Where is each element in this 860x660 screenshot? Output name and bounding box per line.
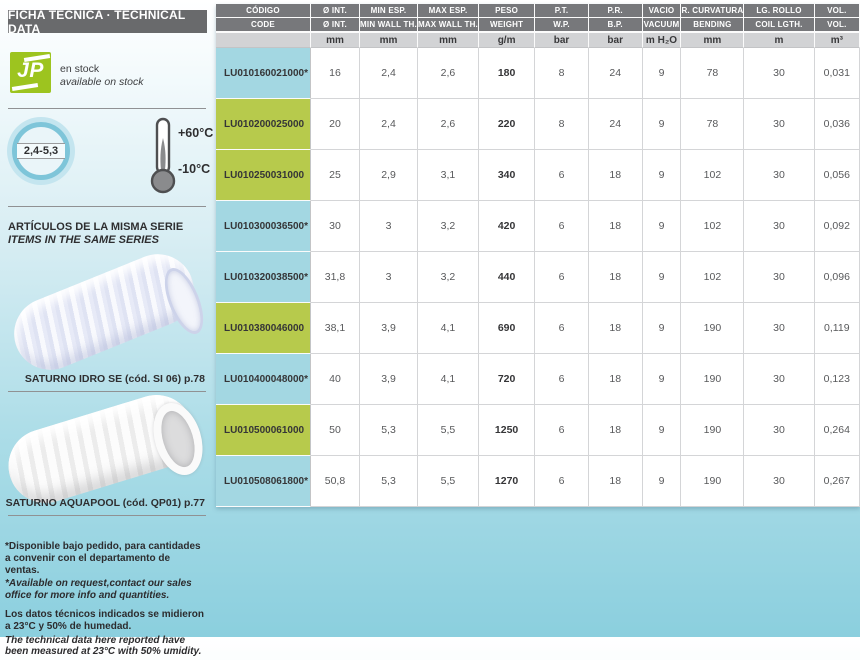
divider (8, 391, 206, 392)
value-cell: 18 (589, 456, 643, 507)
value-cell: 6 (535, 456, 589, 507)
column-unit: m (744, 32, 814, 48)
page-title: FICHA TÈCNICA · TECHNICAL DATA (8, 10, 207, 33)
jp-logo-bar (12, 83, 38, 91)
table-row (216, 252, 860, 303)
related-product-caption: SATURNO AQUAPOOL (cód. QP01) p.77 (5, 497, 205, 509)
value-cell: 30 (744, 252, 814, 303)
value-cell: 6 (535, 303, 589, 354)
value-cell: 3,2 (418, 201, 479, 252)
column-header-es: LG. ROLLO (744, 4, 814, 18)
value-cell: 3,2 (418, 252, 479, 303)
product-code-cell: LU010200025000 (216, 99, 311, 150)
value-cell: 0,096 (815, 252, 860, 303)
value-cell: 18 (589, 201, 643, 252)
column-unit: m H₂O (643, 32, 682, 48)
value-cell: 4,1 (418, 303, 479, 354)
value-cell: 30 (744, 456, 814, 507)
column-unit: bar (535, 32, 589, 48)
value-cell: 50,8 (311, 456, 360, 507)
column-header-en: MAX WALL TH. (418, 18, 479, 32)
product-code-cell: LU010380046000 (216, 303, 311, 354)
column-header-en: MIN WALL TH. (360, 18, 418, 32)
value-cell: 30 (744, 405, 814, 456)
product-code-cell: LU010250031000 (216, 150, 311, 201)
divider (8, 108, 206, 109)
column-header-es: P.R. (589, 4, 643, 18)
value-cell: 50 (311, 405, 360, 456)
value-cell: 9 (643, 48, 682, 99)
value-cell: 38,1 (311, 303, 360, 354)
sidebar (0, 0, 214, 658)
value-cell: 2,6 (418, 99, 479, 150)
value-cell: 9 (643, 456, 682, 507)
value-cell: 3,9 (360, 303, 418, 354)
value-cell: 31,8 (311, 252, 360, 303)
value-cell: 1270 (479, 456, 535, 507)
footnote-es: *Disponible bajo pedido, para cantidades a convenir con el departamento de ventas. (5, 541, 201, 576)
value-cell: 9 (643, 303, 682, 354)
value-cell: 180 (479, 48, 535, 99)
value-cell: 9 (643, 354, 682, 405)
value-cell: 3 (360, 252, 418, 303)
value-cell: 0,119 (815, 303, 860, 354)
value-cell: 30 (744, 303, 814, 354)
value-cell: 340 (479, 150, 535, 201)
value-cell: 3,1 (418, 150, 479, 201)
technical-data-table (216, 4, 860, 507)
value-cell: 18 (589, 252, 643, 303)
value-cell: 0,092 (815, 201, 860, 252)
value-cell: 3,9 (360, 354, 418, 405)
value-cell: 18 (589, 150, 643, 201)
value-cell: 5,3 (360, 405, 418, 456)
value-cell: 1250 (479, 405, 535, 456)
value-cell: 24 (589, 99, 643, 150)
footnote-en: The technical data here reported have been measured at 23°C with 50% umidity. (5, 634, 202, 658)
column-unit: mm (418, 32, 479, 48)
column-header-en: BENDING (681, 18, 744, 32)
series-title-es: ARTÍCULOS DE LA MISMA SERIE (8, 221, 184, 233)
value-cell: 5,5 (418, 456, 479, 507)
column-header-es: VACIO (643, 4, 682, 18)
value-cell: 190 (681, 354, 744, 405)
value-cell: 2,9 (360, 150, 418, 201)
value-cell: 6 (535, 252, 589, 303)
column-header-en: Ø INT. (311, 18, 360, 32)
column-header-en: VACUUM (643, 18, 682, 32)
value-cell: 5,5 (418, 405, 479, 456)
value-cell: 9 (643, 150, 682, 201)
value-cell: 0,267 (815, 456, 860, 507)
value-cell: 440 (479, 252, 535, 303)
value-cell: 2,6 (418, 48, 479, 99)
stock-label-es: en stock (60, 63, 100, 75)
column-header-es: CÓDIGO (216, 4, 311, 18)
value-cell: 30 (744, 48, 814, 99)
value-cell: 24 (589, 48, 643, 99)
value-cell: 30 (744, 150, 814, 201)
table-row (216, 456, 860, 507)
value-cell: 0,056 (815, 150, 860, 201)
value-cell: 2,4 (360, 48, 418, 99)
column-unit: mm (360, 32, 418, 48)
value-cell: 16 (311, 48, 360, 99)
column-header-en: CODE (216, 18, 311, 32)
table-row (216, 303, 860, 354)
stock-availability (60, 63, 143, 88)
value-cell: 18 (589, 354, 643, 405)
column-header-en: B.P. (589, 18, 643, 32)
series-section-title (8, 221, 183, 248)
divider (8, 515, 206, 516)
jp-stock-logo (10, 52, 51, 93)
product-code-cell: LU010500061000 (216, 405, 311, 456)
min-temperature: -10°C (178, 162, 211, 176)
column-header-es: Ø INT. (311, 4, 360, 18)
column-unit: mm (681, 32, 744, 48)
table-row (216, 354, 860, 405)
jp-logo-text: JP (17, 59, 44, 82)
value-cell: 6 (535, 150, 589, 201)
column-unit: m³ (815, 32, 860, 48)
value-cell: 18 (589, 405, 643, 456)
thermometer-icon (150, 116, 176, 196)
column-unit: mm (311, 32, 360, 48)
column-header-en: VOL. (815, 18, 860, 32)
value-cell: 8 (535, 99, 589, 150)
stock-label-en: available on stock (60, 75, 144, 88)
value-cell: 2,4 (360, 99, 418, 150)
value-cell: 190 (681, 303, 744, 354)
value-cell: 0,036 (815, 99, 860, 150)
column-header-es: R. CURVATURA (681, 4, 744, 18)
product-code-cell: LU010400048000* (216, 354, 311, 405)
column-header-es: MAX ESP. (418, 4, 479, 18)
column-header-en: WEIGHT (479, 18, 535, 32)
value-cell: 220 (479, 99, 535, 150)
value-cell: 30 (744, 201, 814, 252)
column-header-en: W.P. (535, 18, 589, 32)
value-cell: 5,3 (360, 456, 418, 507)
value-cell: 0,264 (815, 405, 860, 456)
value-cell: 3 (360, 201, 418, 252)
table-row (216, 150, 860, 201)
value-cell: 420 (479, 201, 535, 252)
product-code-cell: LU010300036500* (216, 201, 311, 252)
value-cell: 102 (681, 150, 744, 201)
value-cell: 4,1 (418, 354, 479, 405)
value-cell: 25 (311, 150, 360, 201)
product-code-cell: LU010508061800* (216, 456, 311, 507)
hose-image-saturno-aquapool (4, 394, 209, 498)
footnote-en: *Available on request,contact our sales office for more info and quantities. (5, 578, 192, 602)
value-cell: 30 (744, 99, 814, 150)
value-cell: 6 (535, 405, 589, 456)
value-cell: 20 (311, 99, 360, 150)
value-cell: 40 (311, 354, 360, 405)
table-row (216, 99, 860, 150)
column-unit (216, 32, 311, 48)
value-cell: 30 (311, 201, 360, 252)
diameter-range-value: 2,4-5,3 (17, 143, 65, 159)
table-row (216, 201, 860, 252)
column-header-es: MIN ESP. (360, 4, 418, 18)
max-temperature: +60°C (178, 126, 214, 140)
value-cell: 0,123 (815, 354, 860, 405)
value-cell: 190 (681, 405, 744, 456)
related-product-caption: SATURNO IDRO SE (cód. SI 06) p.78 (24, 373, 205, 385)
footnote-es: Los datos técnicos indicados se midieron a 23°C y 50% de humedad. (5, 608, 204, 632)
value-cell: 9 (643, 201, 682, 252)
divider (8, 206, 206, 207)
value-cell: 6 (535, 354, 589, 405)
diameter-range-gauge-icon (12, 122, 70, 180)
value-cell: 690 (479, 303, 535, 354)
value-cell: 8 (535, 48, 589, 99)
column-unit: bar (589, 32, 643, 48)
column-unit: g/m (479, 32, 535, 48)
series-title-en: ITEMS IN THE SAME SERIES (8, 234, 159, 247)
column-header-es: P.T. (535, 4, 589, 18)
value-cell: 6 (535, 201, 589, 252)
product-code-cell: LU010160021000* (216, 48, 311, 99)
table-row (216, 405, 860, 456)
table-row (216, 48, 860, 99)
value-cell: 0,031 (815, 48, 860, 99)
value-cell: 9 (643, 99, 682, 150)
value-cell: 78 (681, 99, 744, 150)
footnotes (5, 541, 207, 660)
product-code-cell: LU010320038500* (216, 252, 311, 303)
column-header-en: COIL LGTH. (744, 18, 814, 32)
value-cell: 720 (479, 354, 535, 405)
value-cell: 30 (744, 354, 814, 405)
column-header-es: VOL. (815, 4, 860, 18)
value-cell: 18 (589, 303, 643, 354)
column-header-es: PESO (479, 4, 535, 18)
value-cell: 78 (681, 48, 744, 99)
hose-image-saturno-idro (4, 252, 209, 372)
value-cell: 9 (643, 405, 682, 456)
value-cell: 102 (681, 201, 744, 252)
value-cell: 9 (643, 252, 682, 303)
value-cell: 190 (681, 456, 744, 507)
value-cell: 102 (681, 252, 744, 303)
